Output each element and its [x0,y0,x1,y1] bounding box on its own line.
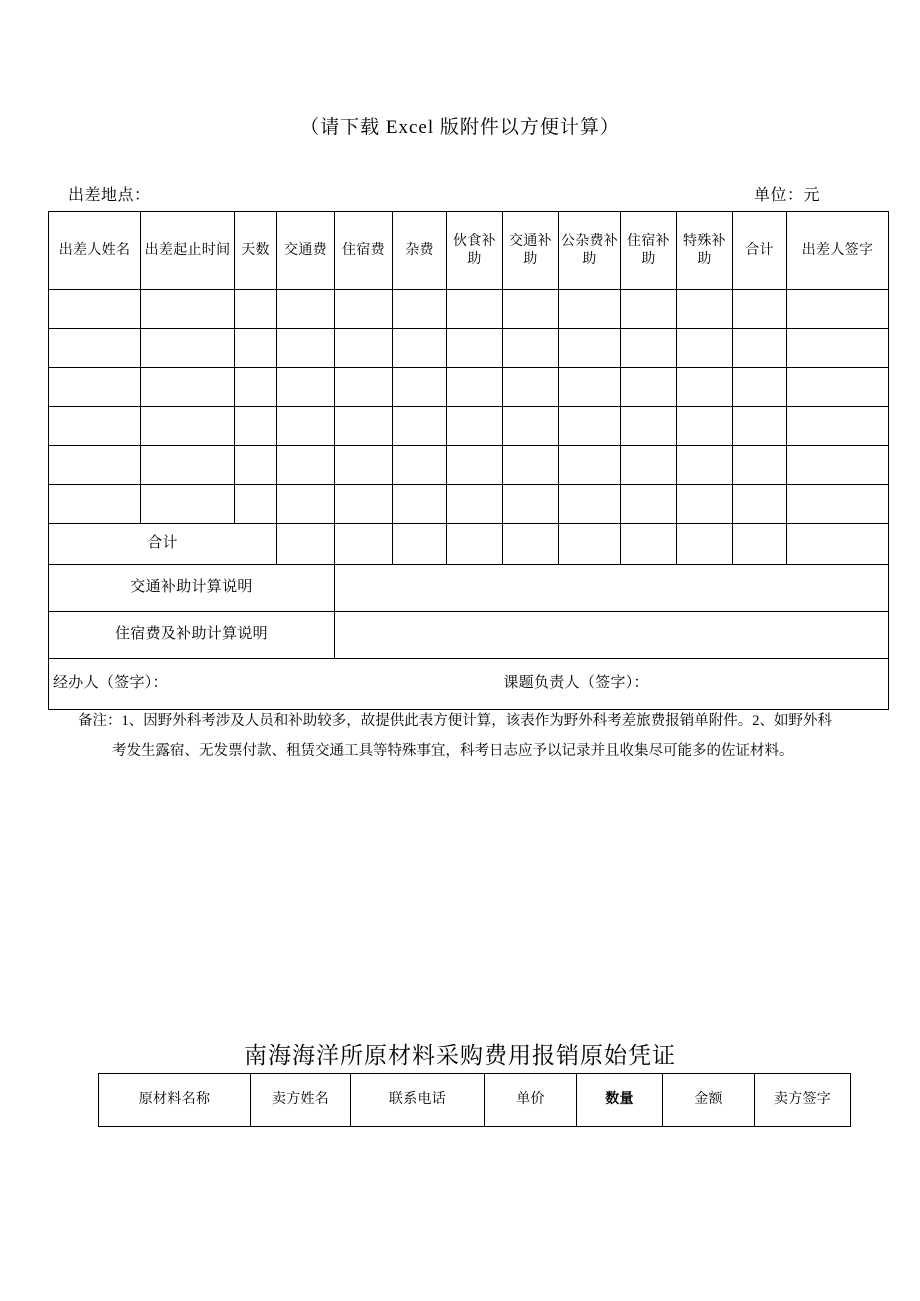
travel-expense-table [48,211,889,710]
cell-days[interactable] [235,407,277,446]
column-header-total: 合计 [733,212,787,290]
cell-lodging-fee[interactable] [335,290,393,329]
total-misc-fee[interactable] [393,524,447,565]
cell-special-subsidy[interactable] [677,407,733,446]
table-total-row [49,524,889,565]
cell-days[interactable] [235,368,277,407]
form-meta-row [68,182,820,205]
cell-traveler-name[interactable] [49,485,141,524]
column-header-misc-fee: 杂费 [393,212,447,290]
column-header-transport-subsidy: 交通补助 [503,212,559,290]
signature-cell [49,659,889,710]
column-header-seller-name: 卖方姓名 [251,1074,351,1127]
cell-special-subsidy[interactable] [677,290,733,329]
cell-transport-subsidy[interactable] [503,290,559,329]
column-header-seller-signature: 卖方签字 [755,1074,851,1127]
cell-travel-dates[interactable] [141,368,235,407]
column-header-travel-dates: 出差起止时间 [141,212,235,290]
cell-traveler-name[interactable] [49,290,141,329]
column-header-traveler-name: 出差人姓名 [49,212,141,290]
column-header-lodging-fee: 住宿费 [335,212,393,290]
cell-travel-dates[interactable] [141,407,235,446]
cell-special-subsidy[interactable] [677,368,733,407]
cell-travel-dates[interactable] [141,446,235,485]
signature-row [49,659,889,710]
voucher-title: 南海海洋所原材料采购费用报销原始凭证 [244,1043,676,1068]
cell-misc-fee[interactable] [393,485,447,524]
column-header-contact-phone: 联系电话 [351,1074,485,1127]
column-header-special-subsidy: 特殊补助 [677,212,733,290]
cell-lodging-subsidy[interactable] [621,290,677,329]
currency-unit-label: 单位：元 [753,187,820,204]
cell-traveler-signature[interactable] [787,329,889,368]
cell-special-subsidy[interactable] [677,485,733,524]
lodging-subsidy-note-value[interactable] [335,612,889,659]
cell-total[interactable] [733,290,787,329]
document-subtitle: （请下载 Excel 版附件以方便计算） [300,117,620,138]
cell-total[interactable] [733,329,787,368]
cell-lodging-fee[interactable] [335,329,393,368]
column-header-meal-subsidy: 伙食补助 [447,212,503,290]
column-header-lodging-subsidy: 住宿补助 [621,212,677,290]
cell-public-misc-subsidy[interactable] [559,446,621,485]
cell-total[interactable] [733,485,787,524]
cell-public-misc-subsidy[interactable] [559,485,621,524]
column-header-transport-fee: 交通费 [277,212,335,290]
handler-signature-label: 经办人（签字）： [53,675,168,692]
cell-travel-dates[interactable] [141,329,235,368]
lodging-subsidy-note-label: 住宿费及补助计算说明 [49,612,335,659]
cell-transport-fee[interactable] [277,329,335,368]
cell-transport-subsidy[interactable] [503,329,559,368]
cell-total[interactable] [733,407,787,446]
remarks-line-1: 备注：1、因野外科考涉及人员和补助较多，故提供此表方便计算，该表作为野外科考差旅费报销单附件。2、如野外科 [78,713,832,729]
column-header-days: 天数 [235,212,277,290]
cell-traveler-signature[interactable] [787,446,889,485]
cell-total[interactable] [733,446,787,485]
cell-days[interactable] [235,329,277,368]
cell-transport-fee[interactable] [277,407,335,446]
cell-meal-subsidy[interactable] [447,485,503,524]
cell-meal-subsidy[interactable] [447,368,503,407]
cell-lodging-subsidy[interactable] [621,368,677,407]
cell-special-subsidy[interactable] [677,446,733,485]
cell-public-misc-subsidy[interactable] [559,290,621,329]
cell-transport-subsidy[interactable] [503,446,559,485]
cell-days[interactable] [235,446,277,485]
cell-traveler-name[interactable] [49,446,141,485]
table-row[interactable] [49,485,889,524]
cell-transport-fee[interactable] [277,368,335,407]
transport-subsidy-note-value[interactable] [335,565,889,612]
cell-transport-subsidy[interactable] [503,485,559,524]
cell-misc-fee[interactable] [393,368,447,407]
transport-subsidy-note-label: 交通补助计算说明 [49,565,335,612]
cell-traveler-name[interactable] [49,407,141,446]
cell-lodging-fee[interactable] [335,485,393,524]
cell-meal-subsidy[interactable] [447,446,503,485]
cell-public-misc-subsidy[interactable] [559,368,621,407]
column-header-material-name: 原材料名称 [99,1074,251,1127]
table-header-row [49,212,889,290]
cell-lodging-subsidy[interactable] [621,329,677,368]
cell-transport-fee[interactable] [277,290,335,329]
column-header-amount: 金额 [663,1074,755,1127]
remarks-paragraph [78,707,868,766]
cell-meal-subsidy[interactable] [447,290,503,329]
cell-misc-fee[interactable] [393,290,447,329]
cell-traveler-signature[interactable] [787,407,889,446]
project-leader-signature-label: 课题负责人（签字）： [503,675,649,692]
cell-traveler-name[interactable] [49,329,141,368]
remarks-line-2: 考发生露宿、无发票付款、租赁交通工具等特殊事宜，科考日志应予以记录并且收集尽可能多的佐证材料。 [112,742,794,759]
cell-traveler-signature[interactable] [787,368,889,407]
cell-lodging-fee[interactable] [335,368,393,407]
table-row[interactable] [49,329,889,368]
transport-subsidy-note-row [49,565,889,612]
cell-transport-fee[interactable] [277,485,335,524]
cell-transport-fee[interactable] [277,446,335,485]
cell-transport-subsidy[interactable] [503,368,559,407]
cell-traveler-signature[interactable] [787,485,889,524]
cell-transport-subsidy[interactable] [503,407,559,446]
cell-misc-fee[interactable] [393,329,447,368]
total-sum[interactable] [733,524,787,565]
cell-total[interactable] [733,368,787,407]
total-special-subsidy[interactable] [677,524,733,565]
total-public-misc-subsidy[interactable] [559,524,621,565]
cell-misc-fee[interactable] [393,446,447,485]
cell-days[interactable] [235,290,277,329]
cell-lodging-subsidy[interactable] [621,446,677,485]
cell-meal-subsidy[interactable] [447,407,503,446]
cell-meal-subsidy[interactable] [447,329,503,368]
total-signature[interactable] [787,524,889,565]
cell-days[interactable] [235,485,277,524]
cell-lodging-subsidy[interactable] [621,485,677,524]
voucher-header-row [99,1074,851,1127]
table-row[interactable] [49,407,889,446]
cell-lodging-fee[interactable] [335,446,393,485]
cell-traveler-signature[interactable] [787,290,889,329]
cell-public-misc-subsidy[interactable] [559,329,621,368]
cell-public-misc-subsidy[interactable] [559,407,621,446]
material-purchase-table [98,1073,851,1127]
column-header-traveler-signature: 出差人签字 [787,212,889,290]
total-lodging-subsidy[interactable] [621,524,677,565]
cell-lodging-fee[interactable] [335,407,393,446]
total-lodging-fee[interactable] [335,524,393,565]
total-row-label: 合计 [49,524,277,565]
table-row[interactable] [49,446,889,485]
cell-lodging-subsidy[interactable] [621,407,677,446]
total-transport-fee[interactable] [277,524,335,565]
cell-special-subsidy[interactable] [677,329,733,368]
column-header-public-misc-subsidy: 公杂费补助 [559,212,621,290]
total-transport-subsidy[interactable] [503,524,559,565]
total-meal-subsidy[interactable] [447,524,503,565]
cell-travel-dates[interactable] [141,485,235,524]
lodging-subsidy-note-row [49,612,889,659]
table-row[interactable] [49,290,889,329]
cell-traveler-name[interactable] [49,368,141,407]
table-row[interactable] [49,368,889,407]
cell-travel-dates[interactable] [141,290,235,329]
cell-misc-fee[interactable] [393,407,447,446]
column-header-unit-price: 单价 [485,1074,577,1127]
column-header-quantity: 数量 [577,1074,663,1127]
travel-location-label: 出差地点： [68,187,151,204]
